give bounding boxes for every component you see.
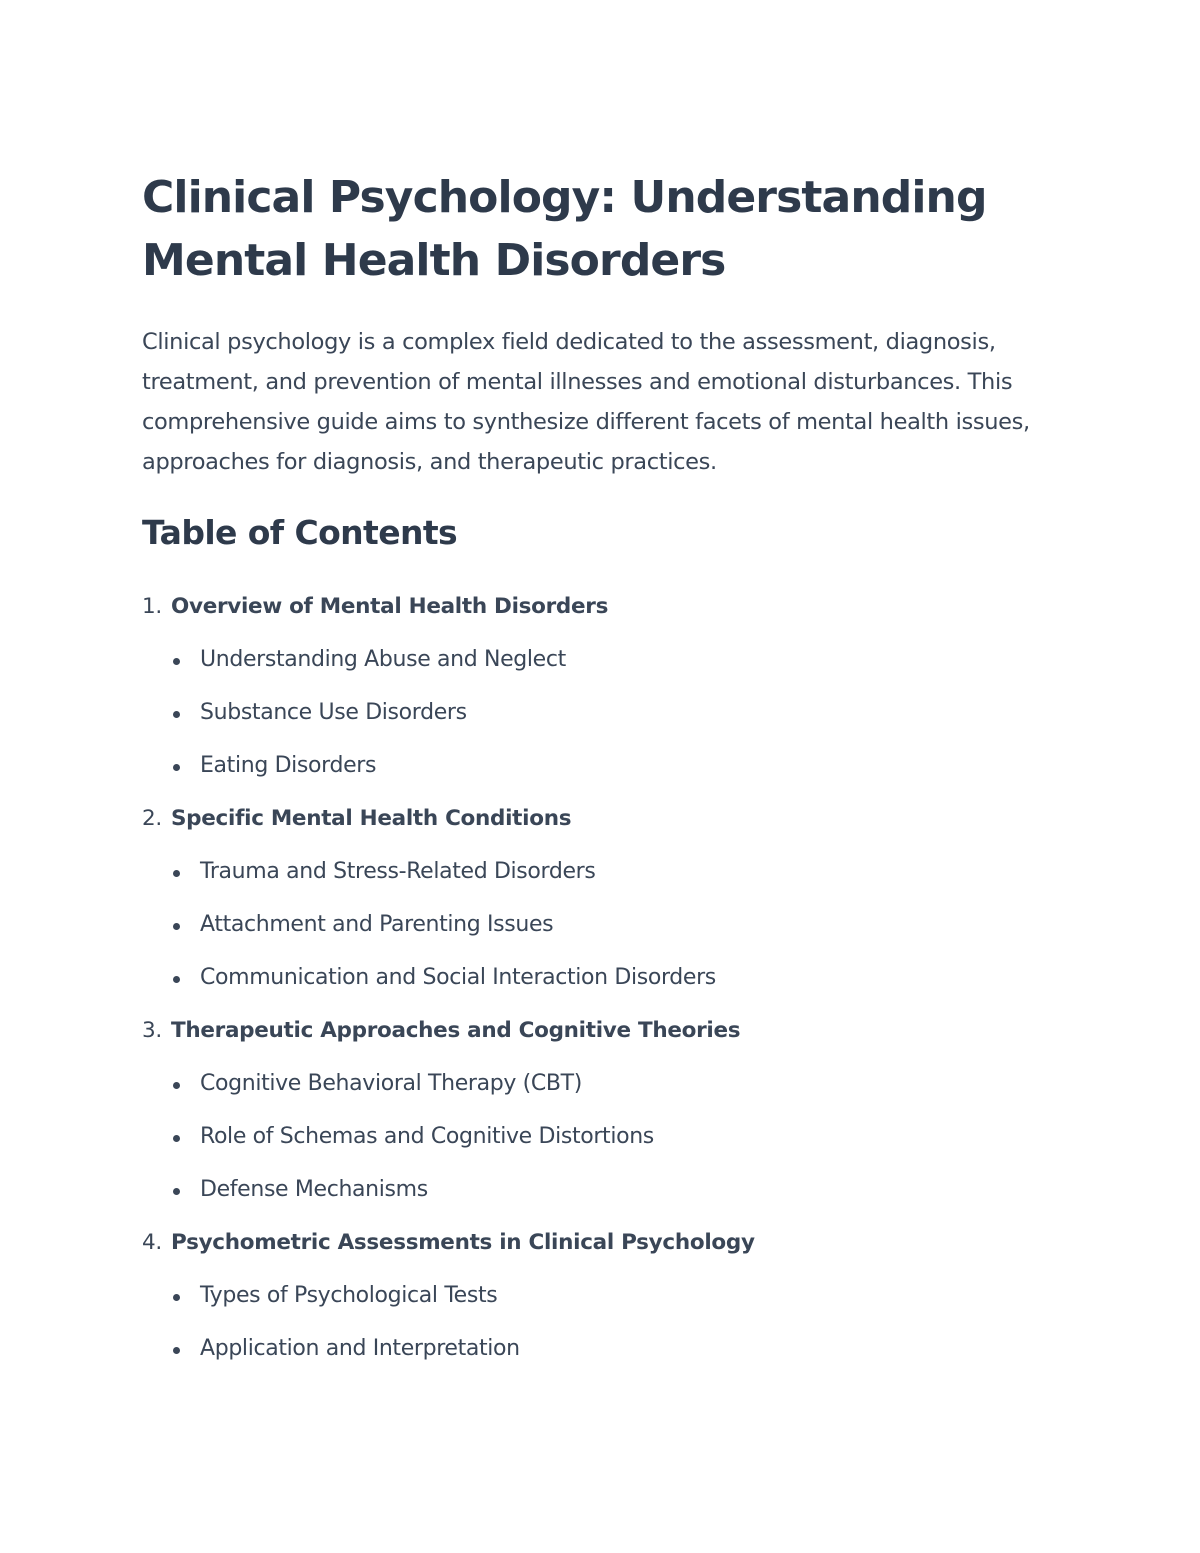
toc-subsection-item [142,686,1062,739]
bullet-icon [173,1082,180,1089]
toc-section-heading [142,792,1062,845]
bullet-icon [173,1135,180,1142]
toc-section-title: Specific Mental Health Conditions [171,806,572,831]
toc-subsection-item [142,1163,1062,1216]
bullet-icon [173,923,180,930]
toc-subsection-item [142,633,1062,686]
toc-subsection-item [142,1110,1062,1163]
toc-heading: Table of Contents [142,513,458,552]
toc-section-number: 4. [142,1230,162,1255]
toc-subsection-label: Types of Psychological Tests [200,1283,498,1308]
toc-subsection-label: Cognitive Behavioral Therapy (CBT) [200,1071,582,1096]
toc-subsection-label: Substance Use Disorders [200,700,467,725]
toc-section [142,580,1062,792]
toc-subsection-label: Eating Disorders [200,753,377,778]
table-of-contents [142,580,1062,1375]
toc-section-title: Overview of Mental Health Disorders [171,594,609,619]
toc-section-number: 3. [142,1018,162,1043]
toc-subsection-list [142,1057,1062,1216]
toc-section-heading [142,1004,1062,1057]
document-page [142,166,1062,1375]
toc-section-heading [142,580,1062,633]
bullet-icon [173,711,180,718]
toc-section-number: 2. [142,806,162,831]
bullet-icon [173,870,180,877]
bullet-icon [173,1188,180,1195]
intro-paragraph: Clinical psychology is a complex field dedicated to the assessment, diagnosis, treatment, and prevention of mental illnesses and emotional disturbances. This comprehensive guide aims to synthesize different facets of mental health issues, approaches for diagnosis, and therapeutic practices. [142,329,1030,475]
bullet-icon [173,976,180,983]
toc-subsection-label: Communication and Social Interaction Disorders [200,965,716,990]
bullet-icon [173,764,180,771]
toc-subsection-item [142,1322,1062,1375]
toc-section-number: 1. [142,594,162,619]
toc-subsection-label: Role of Schemas and Cognitive Distortions [200,1124,654,1149]
toc-subsection-item [142,898,1062,951]
toc-section-title: Psychometric Assessments in Clinical Psychology [171,1230,755,1255]
toc-subsection-label: Trauma and Stress-Related Disorders [200,859,596,884]
toc-subsection-label: Defense Mechanisms [200,1177,428,1202]
toc-subsection-item [142,845,1062,898]
bullet-icon [173,658,180,665]
toc-subsection-item [142,1057,1062,1110]
toc-subsection-item [142,1269,1062,1322]
toc-section [142,1216,1062,1375]
toc-subsection-list [142,1269,1062,1375]
toc-subsection-list [142,845,1062,1004]
toc-subsection-list [142,633,1062,792]
bullet-icon [173,1294,180,1301]
bullet-icon [173,1347,180,1354]
toc-section [142,1004,1062,1216]
toc-section [142,792,1062,1004]
toc-subsection-label: Understanding Abuse and Neglect [200,647,566,672]
toc-subsection-item [142,951,1062,1004]
toc-subsection-label: Application and Interpretation [200,1336,520,1361]
toc-section-title: Therapeutic Approaches and Cognitive Theories [171,1018,741,1043]
toc-subsection-item [142,739,1062,792]
toc-section-heading [142,1216,1062,1269]
document-title: Clinical Psychology: Understanding Mental Health Disorders [142,172,987,286]
toc-subsection-label: Attachment and Parenting Issues [200,912,554,937]
